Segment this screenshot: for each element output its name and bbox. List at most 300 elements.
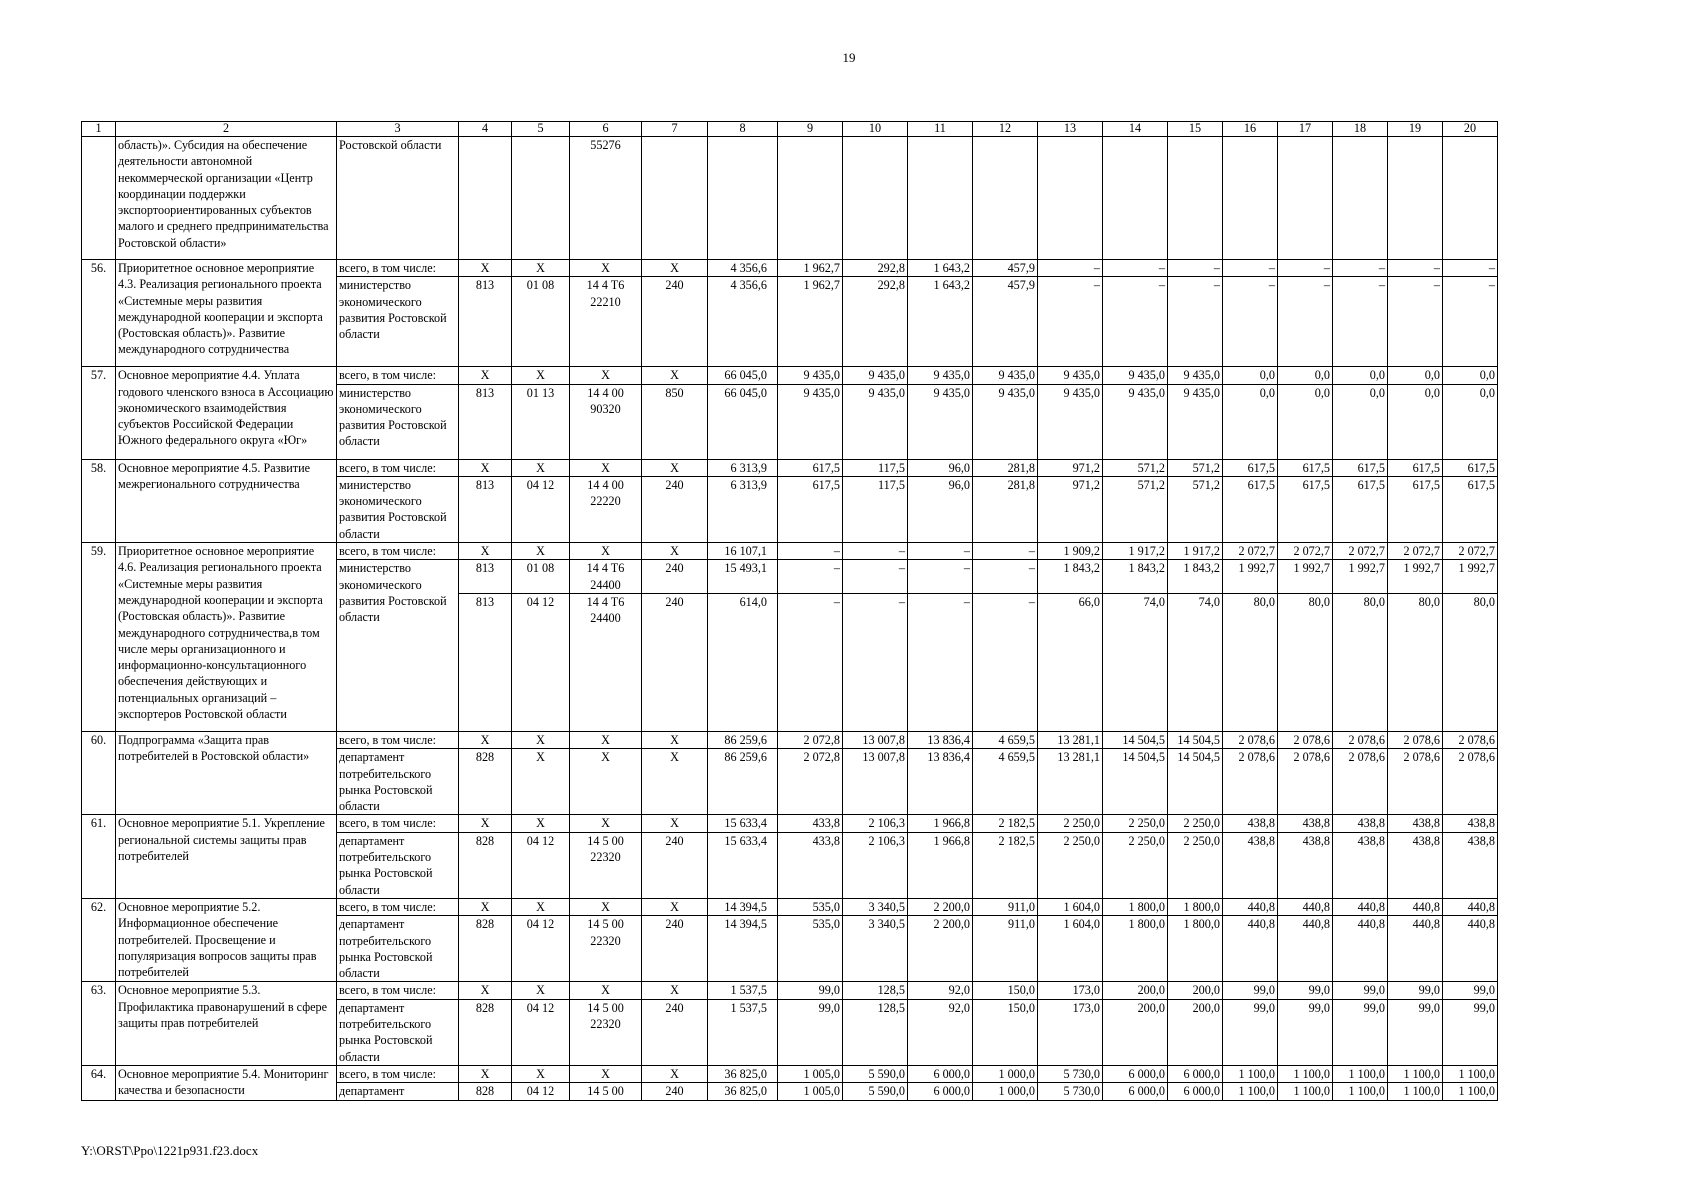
total-cell: 1 643,2 [908, 260, 973, 277]
table-cell [512, 137, 570, 260]
table-cell: X [570, 749, 642, 815]
total-cell: 0,0 [1223, 367, 1278, 384]
table-cell: – [1168, 277, 1223, 367]
total-cell: 617,5 [1223, 459, 1278, 476]
table-cell: 433,8 [778, 832, 843, 898]
table-cell: 0,0 [1278, 384, 1333, 459]
total-cell: 971,2 [1038, 459, 1103, 476]
table-cell: 6 000,0 [1168, 1083, 1223, 1100]
table-cell: 4 659,5 [973, 749, 1038, 815]
total-cell: X [459, 459, 512, 476]
column-header: 14 [1103, 122, 1168, 137]
total-cell: 292,8 [843, 260, 908, 277]
table-cell: 4 356,6 [708, 277, 778, 367]
table-cell: 14 4 T6 24400 [570, 593, 642, 731]
total-cell: 1 917,2 [1103, 543, 1168, 560]
total-cell: 9 435,0 [1038, 367, 1103, 384]
column-header: 7 [642, 122, 708, 137]
table-cell [1443, 137, 1498, 260]
table-cell: 14 504,5 [1168, 749, 1223, 815]
table-cell: – [1388, 277, 1443, 367]
table-cell: 617,5 [1223, 476, 1278, 542]
table-cell: 14 504,5 [1103, 749, 1168, 815]
total-cell: 2 250,0 [1038, 815, 1103, 832]
total-cell: X [642, 459, 708, 476]
table-cell [1168, 137, 1223, 260]
table-cell: 2 078,6 [1278, 749, 1333, 815]
total-label: всего, в том числе: [337, 459, 459, 476]
table-cell: 2 078,6 [1388, 749, 1443, 815]
total-cell: X [642, 898, 708, 915]
table-cell: 0,0 [1388, 384, 1443, 459]
total-cell: 617,5 [1443, 459, 1498, 476]
total-cell: X [512, 982, 570, 999]
table-cell: 828 [459, 832, 512, 898]
column-header: 10 [843, 122, 908, 137]
total-cell: – [973, 543, 1038, 560]
table-cell: 813 [459, 384, 512, 459]
column-header: 13 [1038, 122, 1103, 137]
total-cell: 36 825,0 [708, 1065, 778, 1082]
table-cell: 240 [642, 593, 708, 731]
table-cell: 9 435,0 [1038, 384, 1103, 459]
table-cell: 440,8 [1443, 916, 1498, 982]
table-cell: – [1278, 277, 1333, 367]
table-cell: 440,8 [1278, 916, 1333, 982]
total-cell: 3 340,5 [843, 898, 908, 915]
total-cell: 1 100,0 [1388, 1065, 1443, 1082]
total-cell: 1 005,0 [778, 1065, 843, 1082]
table-cell: 66,0 [1038, 593, 1103, 731]
total-cell: 2 072,7 [1223, 543, 1278, 560]
table-cell: 01 08 [512, 277, 570, 367]
table-cell [1278, 137, 1333, 260]
table-cell: 240 [642, 999, 708, 1065]
total-cell: 9 435,0 [1168, 367, 1223, 384]
table-cell [1038, 137, 1103, 260]
total-cell: 2 250,0 [1103, 815, 1168, 832]
table-cell: 96,0 [908, 476, 973, 542]
total-cell: 9 435,0 [843, 367, 908, 384]
total-cell: 14 504,5 [1168, 731, 1223, 748]
total-cell: 1 100,0 [1278, 1065, 1333, 1082]
table-cell: 240 [642, 476, 708, 542]
table-cell: 86 259,6 [708, 749, 778, 815]
table-cell: 14 394,5 [708, 916, 778, 982]
total-cell: 14 394,5 [708, 898, 778, 915]
total-cell: 4 659,5 [973, 731, 1038, 748]
table-cell: 99,0 [1333, 999, 1388, 1065]
table-cell: – [1038, 277, 1103, 367]
executor: министерство экономического развития Ростовской области [337, 476, 459, 542]
table-cell: 1 100,0 [1443, 1083, 1498, 1100]
table-cell: 66 045,0 [708, 384, 778, 459]
table-row [82, 1065, 1498, 1082]
table-cell: 99,0 [778, 999, 843, 1065]
measure-title: Приоритетное основное мероприятие 4.3. Реализация регионального проекта «Системные меры развития международной кооперации и экспорта (Ростовская область)». Развитие международного сотрудничества [116, 260, 337, 367]
table-cell: 80,0 [1223, 593, 1278, 731]
column-header: 18 [1333, 122, 1388, 137]
table-cell: 0,0 [1223, 384, 1278, 459]
table-cell: 15 493,1 [708, 560, 778, 594]
total-cell: 1 100,0 [1223, 1065, 1278, 1082]
table-cell: 117,5 [843, 476, 908, 542]
table-cell: 911,0 [973, 916, 1038, 982]
table-cell: – [1443, 277, 1498, 367]
table-row [82, 137, 1498, 260]
executor: министерство экономического развития Ростовской области [337, 277, 459, 367]
total-cell: – [1223, 260, 1278, 277]
table-cell: 14 4 00 22220 [570, 476, 642, 542]
table-cell: 1 992,7 [1388, 560, 1443, 594]
table-cell: 15 633,4 [708, 832, 778, 898]
table-cell: 55276 [570, 137, 642, 260]
column-header: 17 [1278, 122, 1333, 137]
total-cell: 440,8 [1388, 898, 1443, 915]
total-cell: X [459, 731, 512, 748]
table-cell: 2 182,5 [973, 832, 1038, 898]
column-header: 5 [512, 122, 570, 137]
table-cell [642, 137, 708, 260]
table-cell: 281,8 [973, 476, 1038, 542]
table-cell: 01 08 [512, 560, 570, 594]
total-cell: – [1168, 260, 1223, 277]
table-cell: 813 [459, 277, 512, 367]
total-label: всего, в том числе: [337, 731, 459, 748]
table-cell: 9 435,0 [908, 384, 973, 459]
total-cell: 2 072,7 [1388, 543, 1443, 560]
total-cell: 0,0 [1278, 367, 1333, 384]
table-cell: 14 5 00 22320 [570, 916, 642, 982]
table-cell [1103, 137, 1168, 260]
row-number [82, 137, 116, 260]
total-cell: 2 078,6 [1443, 731, 1498, 748]
total-cell: – [1103, 260, 1168, 277]
total-cell: 2 072,7 [1278, 543, 1333, 560]
row-number: 61. [82, 815, 116, 898]
table-cell: 1 100,0 [1388, 1083, 1443, 1100]
table-cell: 04 12 [512, 999, 570, 1065]
table-cell: 617,5 [1388, 476, 1443, 542]
table-cell: 971,2 [1038, 476, 1103, 542]
table-cell: 9 435,0 [778, 384, 843, 459]
table-cell: 99,0 [1278, 999, 1333, 1065]
total-cell: 1 800,0 [1103, 898, 1168, 915]
row-number: 56. [82, 260, 116, 367]
column-header: 9 [778, 122, 843, 137]
table-row [82, 367, 1498, 384]
table-cell: 6 000,0 [1103, 1083, 1168, 1100]
table-cell: 6 313,9 [708, 476, 778, 542]
table-cell [778, 137, 843, 260]
table-cell: 617,5 [1278, 476, 1333, 542]
total-cell: 1 917,2 [1168, 543, 1223, 560]
table-cell: 80,0 [1333, 593, 1388, 731]
table-cell [708, 137, 778, 260]
table-cell [1333, 137, 1388, 260]
measure-title: Приоритетное основное мероприятие 4.6. Реализация регионального проекта «Системные меры развития международной кооперации и экспорта (Ростовская область)». Развитие международного сотрудничества,в том числе меры организационного и информационно-консультационного обеспечения действующих и потенциальных организаций – экспортеров Ростовской области [116, 543, 337, 732]
total-cell: 2 200,0 [908, 898, 973, 915]
table-cell: 457,9 [973, 277, 1038, 367]
table-cell: – [843, 593, 908, 731]
table-cell: 438,8 [1333, 832, 1388, 898]
table-cell: 813 [459, 476, 512, 542]
table-cell: 99,0 [1388, 999, 1443, 1065]
table-cell: 240 [642, 832, 708, 898]
total-cell: X [642, 815, 708, 832]
table-cell: 1 992,7 [1333, 560, 1388, 594]
row-number: 62. [82, 898, 116, 981]
total-cell: 571,2 [1103, 459, 1168, 476]
table-cell: 04 12 [512, 593, 570, 731]
table-cell: 1 992,7 [1278, 560, 1333, 594]
total-cell: X [642, 367, 708, 384]
measure-title: Основное мероприятие 5.4. Мониторинг качества и безопасности [116, 1065, 337, 1100]
table-cell: 14 5 00 [570, 1083, 642, 1100]
table-cell: 438,8 [1223, 832, 1278, 898]
table-cell: 440,8 [1223, 916, 1278, 982]
total-cell: 2 078,6 [1278, 731, 1333, 748]
executor: департамент потребительского рынка Ростовской области [337, 999, 459, 1065]
total-cell: X [570, 459, 642, 476]
table-cell: 5 590,0 [843, 1083, 908, 1100]
table-cell: 9 435,0 [1168, 384, 1223, 459]
total-cell: 9 435,0 [908, 367, 973, 384]
row-number: 63. [82, 982, 116, 1065]
column-header: 2 [116, 122, 337, 137]
table-cell: 1 962,7 [778, 277, 843, 367]
total-cell: 438,8 [1388, 815, 1443, 832]
total-cell: 1 100,0 [1443, 1065, 1498, 1082]
table-cell: 200,0 [1168, 999, 1223, 1065]
total-cell: – [908, 543, 973, 560]
table-cell: 14 5 00 22320 [570, 832, 642, 898]
total-cell: 1 966,8 [908, 815, 973, 832]
total-cell: 0,0 [1388, 367, 1443, 384]
total-cell: 911,0 [973, 898, 1038, 915]
table-cell: – [778, 560, 843, 594]
table-cell: 614,0 [708, 593, 778, 731]
total-cell: X [512, 815, 570, 832]
total-cell: X [570, 1065, 642, 1082]
table-cell: 2 078,6 [1333, 749, 1388, 815]
total-cell: 2 250,0 [1168, 815, 1223, 832]
table-cell: 1 643,2 [908, 277, 973, 367]
table-cell: 173,0 [1038, 999, 1103, 1065]
total-cell: 438,8 [1333, 815, 1388, 832]
total-cell: X [459, 543, 512, 560]
total-cell: 6 000,0 [1168, 1065, 1223, 1082]
table-cell: 828 [459, 1083, 512, 1100]
table-cell: 850 [642, 384, 708, 459]
table-cell: 617,5 [778, 476, 843, 542]
total-cell: 5 590,0 [843, 1065, 908, 1082]
table-cell: 14 4 T6 24400 [570, 560, 642, 594]
table-cell: 14 5 00 22320 [570, 999, 642, 1065]
table-cell: 828 [459, 749, 512, 815]
table-row [82, 982, 1498, 999]
column-header: 16 [1223, 122, 1278, 137]
total-cell: 433,8 [778, 815, 843, 832]
table-cell: 3 340,5 [843, 916, 908, 982]
table-cell: 2 106,3 [843, 832, 908, 898]
footer-file-path: Y:\ORST\Ppo\1221p931.f23.docx [81, 1143, 259, 1158]
table-cell: 240 [642, 916, 708, 982]
table-cell: 1 843,2 [1168, 560, 1223, 594]
table-cell: 1 604,0 [1038, 916, 1103, 982]
executor: департамент потребительского рынка Ростовской области [337, 749, 459, 815]
table-cell: 74,0 [1103, 593, 1168, 731]
total-cell: 2 078,6 [1223, 731, 1278, 748]
total-cell: 99,0 [1443, 982, 1498, 999]
total-cell: 440,8 [1278, 898, 1333, 915]
table-cell: 2 072,8 [778, 749, 843, 815]
table-cell: 1 843,2 [1038, 560, 1103, 594]
total-cell: X [570, 260, 642, 277]
total-cell: 281,8 [973, 459, 1038, 476]
table-cell: – [908, 560, 973, 594]
total-cell: 13 007,8 [843, 731, 908, 748]
table-cell: 1 843,2 [1103, 560, 1168, 594]
total-cell: 13 836,4 [908, 731, 973, 748]
header-row [82, 122, 1498, 137]
table-cell: 13 281,1 [1038, 749, 1103, 815]
total-cell: X [570, 815, 642, 832]
table-cell: 2 078,6 [1443, 749, 1498, 815]
table-cell: 1 000,0 [973, 1083, 1038, 1100]
total-cell: X [642, 1065, 708, 1082]
table-cell [459, 137, 512, 260]
total-cell: 1 962,7 [778, 260, 843, 277]
row-number: 64. [82, 1065, 116, 1100]
total-cell: 4 356,6 [708, 260, 778, 277]
total-cell: 16 107,1 [708, 543, 778, 560]
total-cell: X [459, 260, 512, 277]
table-cell: 2 078,6 [1223, 749, 1278, 815]
total-label: всего, в том числе: [337, 543, 459, 560]
table-cell: 36 825,0 [708, 1083, 778, 1100]
table-cell: 438,8 [1388, 832, 1443, 898]
total-cell: X [570, 731, 642, 748]
total-cell: 15 633,4 [708, 815, 778, 832]
executor: департамент потребительского рынка Ростовской области [337, 916, 459, 982]
total-cell: X [570, 543, 642, 560]
measure-title: Основное мероприятие 5.1. Укрепление региональной системы защиты прав потребителей [116, 815, 337, 898]
total-cell: 6 000,0 [1103, 1065, 1168, 1082]
table-cell: 813 [459, 560, 512, 594]
table-cell: 1 800,0 [1168, 916, 1223, 982]
total-cell: X [459, 898, 512, 915]
table-cell [843, 137, 908, 260]
total-cell: X [512, 731, 570, 748]
table-cell: – [778, 593, 843, 731]
total-cell: – [1443, 260, 1498, 277]
table-cell: 80,0 [1278, 593, 1333, 731]
table-cell: 240 [642, 1083, 708, 1100]
table-cell: 2 250,0 [1103, 832, 1168, 898]
executor: министерство экономического развития Ростовской области [337, 384, 459, 459]
total-cell: 617,5 [778, 459, 843, 476]
table-cell: 1 537,5 [708, 999, 778, 1065]
total-cell: 1 537,5 [708, 982, 778, 999]
column-header: 20 [1443, 122, 1498, 137]
column-header: 11 [908, 122, 973, 137]
table-row [82, 815, 1498, 832]
column-header: 8 [708, 122, 778, 137]
total-cell: 438,8 [1223, 815, 1278, 832]
row-number: 58. [82, 459, 116, 542]
table-cell: 535,0 [778, 916, 843, 982]
total-cell: X [570, 898, 642, 915]
total-cell: 440,8 [1223, 898, 1278, 915]
table-cell: 1 800,0 [1103, 916, 1168, 982]
table-cell: 80,0 [1388, 593, 1443, 731]
column-header: 6 [570, 122, 642, 137]
table-cell: 04 12 [512, 832, 570, 898]
table-cell: 1 966,8 [908, 832, 973, 898]
total-cell: X [459, 815, 512, 832]
page-number: 19 [842, 50, 856, 65]
measure-title: Подпрограмма «Защита прав потребителей в Ростовской области» [116, 731, 337, 814]
total-cell: 173,0 [1038, 982, 1103, 999]
total-cell: 2 072,7 [1443, 543, 1498, 560]
table-cell: – [973, 560, 1038, 594]
table-cell: 74,0 [1168, 593, 1223, 731]
table-cell: 617,5 [1333, 476, 1388, 542]
table-cell: – [908, 593, 973, 731]
table-cell: 150,0 [973, 999, 1038, 1065]
total-cell: 86 259,6 [708, 731, 778, 748]
table-cell: 1 005,0 [778, 1083, 843, 1100]
table-cell: – [843, 560, 908, 594]
table-cell: X [642, 749, 708, 815]
total-cell: 6 000,0 [908, 1065, 973, 1082]
total-cell: 1 100,0 [1333, 1065, 1388, 1082]
total-label: всего, в том числе: [337, 982, 459, 999]
table-cell: 813 [459, 593, 512, 731]
table-cell: 828 [459, 999, 512, 1065]
total-cell: 99,0 [1278, 982, 1333, 999]
total-cell: 200,0 [1103, 982, 1168, 999]
total-cell: 0,0 [1443, 367, 1498, 384]
table-cell: – [1103, 277, 1168, 367]
total-cell: 150,0 [973, 982, 1038, 999]
executor: департамент [337, 1083, 459, 1100]
table-cell: 80,0 [1443, 593, 1498, 731]
table-cell [1223, 137, 1278, 260]
table-cell: 14 4 T6 22210 [570, 277, 642, 367]
table-cell: 01 13 [512, 384, 570, 459]
table-cell: 571,2 [1103, 476, 1168, 542]
table-cell [908, 137, 973, 260]
total-cell: 1 800,0 [1168, 898, 1223, 915]
total-cell: X [512, 367, 570, 384]
table-cell: 440,8 [1388, 916, 1443, 982]
table-cell: – [973, 593, 1038, 731]
total-cell: X [570, 982, 642, 999]
column-header: 1 [82, 122, 116, 137]
measure-title: Основное мероприятие 4.4. Уплата годового членского взноса в Ассоциацию экономического взаимодействия субъектов Российской Федерации Южного федерального округа «Юг» [116, 367, 337, 459]
total-cell: X [642, 982, 708, 999]
total-cell: 96,0 [908, 459, 973, 476]
total-cell: 2 106,3 [843, 815, 908, 832]
table-cell: 2 250,0 [1168, 832, 1223, 898]
total-cell: 457,9 [973, 260, 1038, 277]
table-row [82, 459, 1498, 476]
total-cell: 9 435,0 [1103, 367, 1168, 384]
table-row [82, 731, 1498, 748]
total-cell: X [512, 459, 570, 476]
